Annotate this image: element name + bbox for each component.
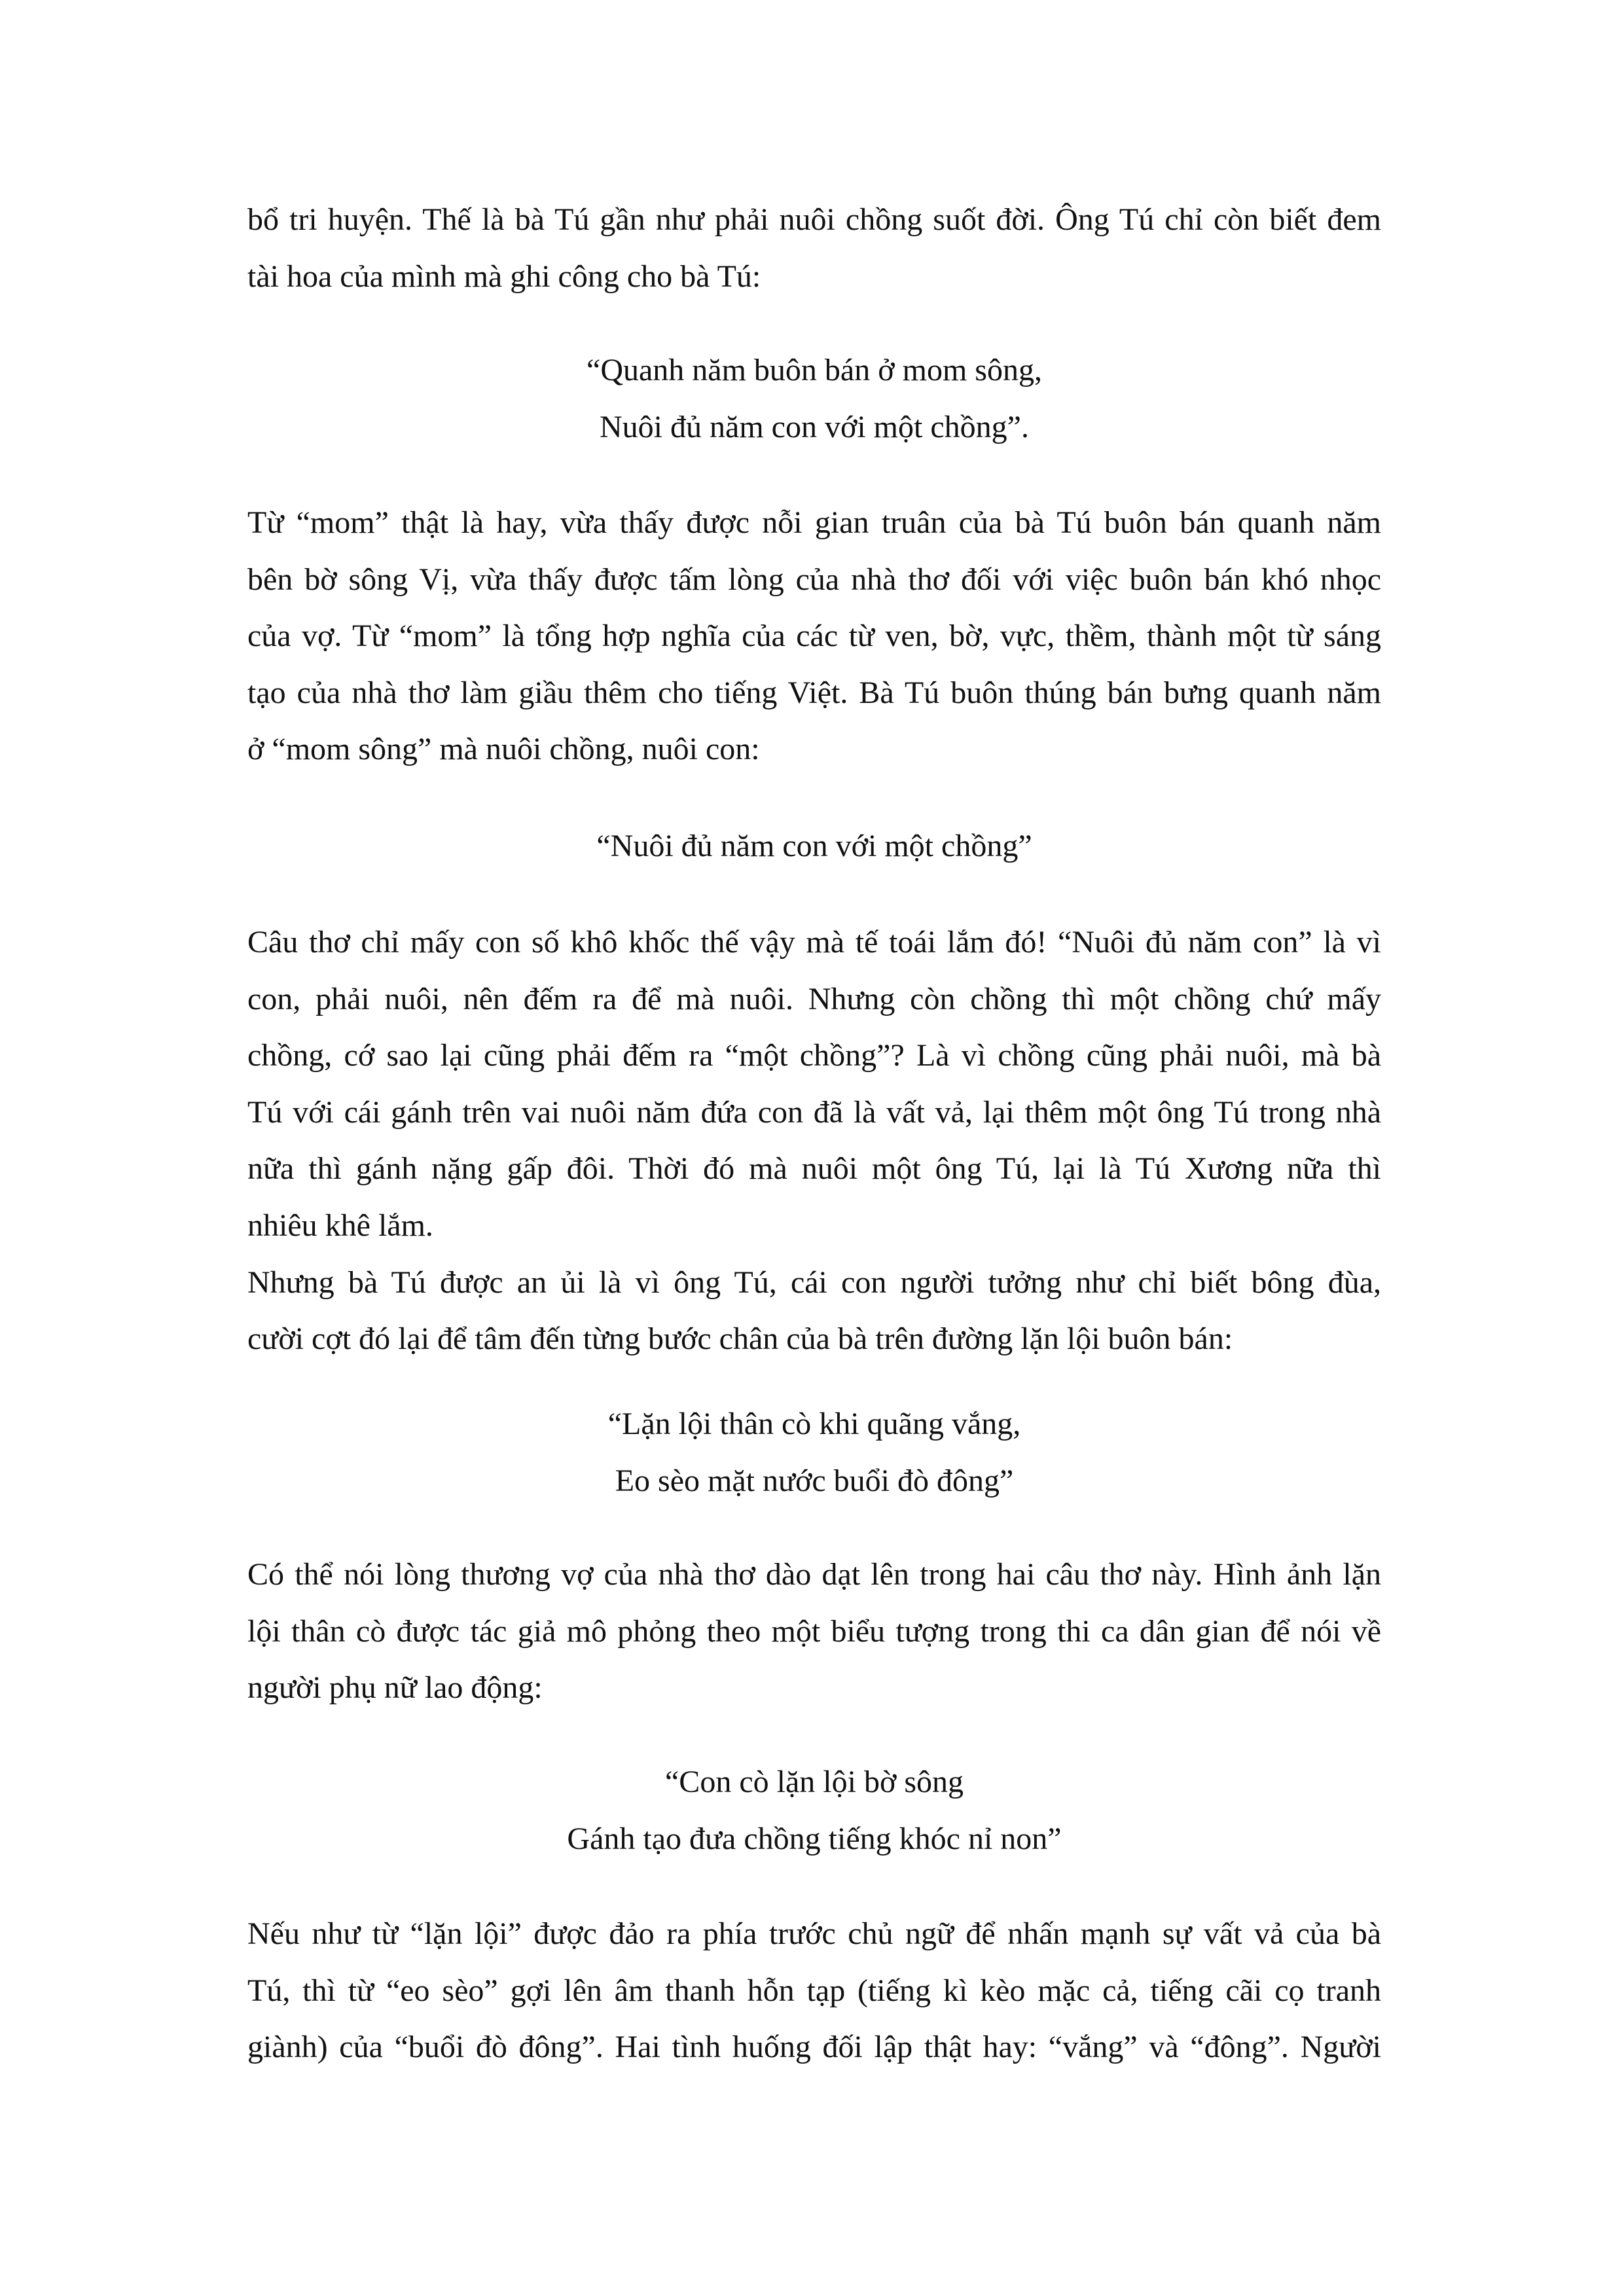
poem-line: “Quanh năm buôn bán ở mom sông, (586, 353, 1042, 387)
paragraph-line: con, phải nuôi, nên đếm ra để mà nuôi. Nhưng còn chồng thì một chồng chứ mấy (247, 981, 1381, 1016)
paragraph-line: nữa thì gánh nặng gấp đôi. Thời đó mà nuôi một ông Tú, lại là Tú Xương nữa thì (247, 1151, 1381, 1187)
poem-line: Nuôi đủ năm con với một chồng”. (600, 409, 1029, 444)
paragraph-line: cười cợt đó lại để tâm đến từng bước chân của bà trên đường lặn lội buôn bán: (247, 1321, 1233, 1357)
paragraph-line: Nếu như từ “lặn lội” được đảo ra phía trước chủ ngữ để nhấn mạnh sự vất vả của bà (247, 1916, 1381, 1951)
poem-line: “Con cò lặn lội bờ sông (665, 1765, 964, 1799)
poem-line: Eo sèo mặt nước buổi đò đông” (615, 1463, 1014, 1498)
paragraph-line: ở “mom sông” mà nuôi chồng, nuôi con: (247, 732, 760, 767)
paragraph-1 (247, 192, 1381, 305)
paragraph-line: tạo của nhà thơ làm giầu thêm cho tiếng Việt. Bà Tú buôn thúng bán bưng quanh năm (247, 675, 1381, 710)
paragraph-line: tài hoa của mình mà ghi công cho bà Tú: (247, 259, 761, 294)
paragraph-line: bổ tri huyện. Thế là bà Tú gần như phải nuôi chồng suốt đời. Ông Tú chỉ còn biết đem (247, 202, 1381, 237)
paragraph-line: nhiêu khê lắm. (247, 1208, 433, 1243)
poem-line: Gánh tạo đưa chồng tiếng khóc nỉ non” (567, 1821, 1062, 1856)
paragraph-line: người phụ nữ lao động: (247, 1670, 543, 1706)
paragraph-line: Câu thơ chỉ mấy con số khô khốc thế vậy mà tế toái lắm đó! “Nuôi đủ năm con” là vì (247, 925, 1381, 960)
poem-quote-3 (247, 1396, 1381, 1509)
paragraph-3 (247, 914, 1381, 1368)
paragraph-line: Có thể nói lòng thương vợ của nhà thơ dào dạt lên trong hai câu thơ này. Hình ảnh lặn (247, 1557, 1381, 1592)
paragraph-line: bên bờ sông Vị, vừa thấy được tấm lòng của nhà thơ đối với việc buôn bán khó nhọc (247, 562, 1381, 597)
paragraph-line: Từ “mom” thật là hay, vừa thấy được nỗi gian truân của bà Tú buôn bán quanh năm (247, 505, 1381, 540)
paragraph-4 (247, 1547, 1381, 1717)
paragraph-line: Tú, thì từ “eo sèo” gợi lên âm thanh hỗn tạp (tiếng kì kèo mặc cả, tiếng cãi cọ tranh (247, 1973, 1381, 2008)
poem-quote-2 (247, 818, 1381, 875)
poem-quote-1 (247, 342, 1381, 456)
paragraph-5 (247, 1906, 1381, 2076)
paragraph-line: chồng, cớ sao lại cũng phải đếm ra “một chồng”? Là vì chồng cũng phải nuôi, mà bà (247, 1038, 1381, 1073)
poem-line: “Lặn lội thân cò khi quãng vắng, (607, 1407, 1021, 1441)
paragraph-2 (247, 495, 1381, 778)
poem-line: “Nuôi đủ năm con với một chồng” (596, 829, 1032, 863)
paragraph-line: lội thân cò được tác giả mô phỏng theo một biểu tượng trong thi ca dân gian để nói về (247, 1613, 1381, 1649)
paragraph-line: giành) của “buổi đò đông”. Hai tình huống đối lập thật hay: “vắng” và “đông”. Người (247, 2030, 1381, 2065)
paragraph-line: Tú với cái gánh trên vai nuôi năm đứa con đã là vất vả, lại thêm một ông Tú trong nhà (247, 1094, 1381, 1130)
paragraph-line: của vợ. Từ “mom” là tổng hợp nghĩa của các từ ven, bờ, vực, thềm, thành một từ sáng (247, 619, 1381, 654)
paragraph-line: Nhưng bà Tú được an ủi là vì ông Tú, cái con người tưởng như chỉ biết bông đùa, (247, 1265, 1381, 1300)
poem-quote-4 (247, 1754, 1381, 1867)
